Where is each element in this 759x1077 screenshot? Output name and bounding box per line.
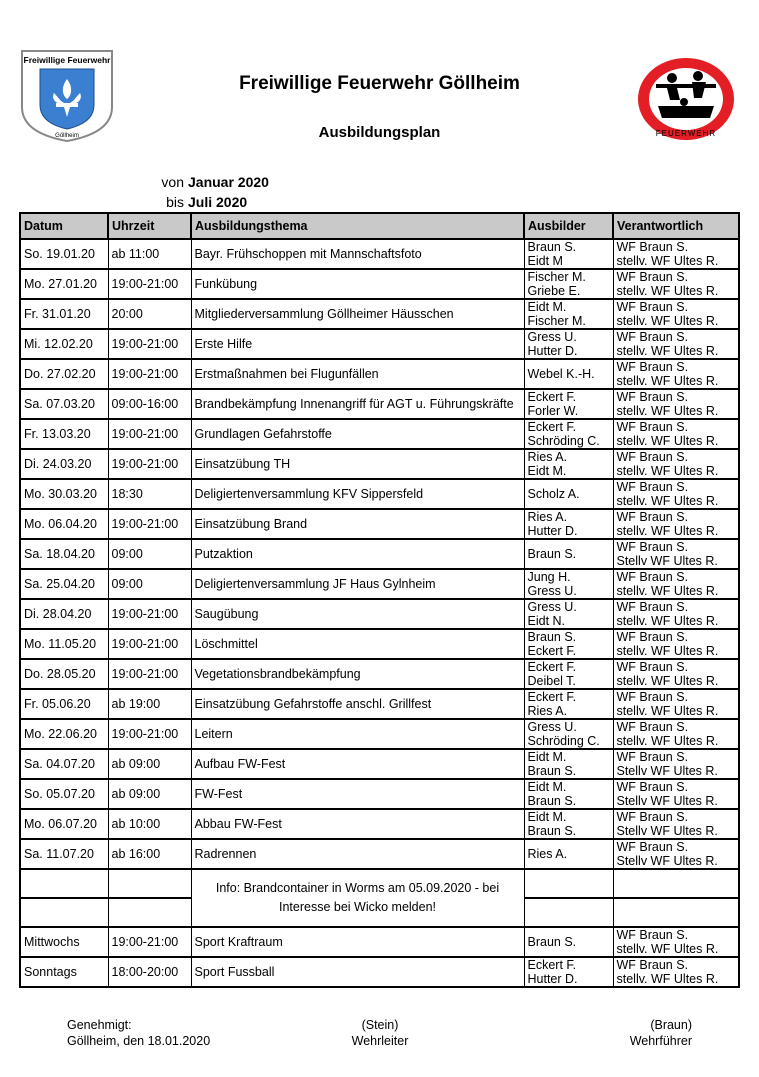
cell-thema: Abbau FW-Fest (191, 809, 524, 839)
cell-thema: Bayr. Frühschoppen mit Mannschaftsfoto (191, 239, 524, 269)
table-row (20, 599, 739, 629)
cell-verantwortlich-line: Stellv WF Ultes R. (616, 824, 718, 838)
cell-ausbilder-line: Eckert F. (527, 390, 577, 404)
period-to-label: bis (166, 194, 184, 210)
cell-datum: Mo. 06.07.20 (20, 809, 108, 839)
cell-ausbilder-line: Eckert F. (527, 660, 577, 674)
cell-ausbilder-line: Gress U. (527, 720, 577, 734)
cell-uhrzeit: 19:00-21:00 (108, 359, 191, 389)
cell-uhrzeit: 19:00-21:00 (108, 927, 191, 957)
cell-verantwortlich-line: stellv. WF Ultes R. (616, 374, 719, 388)
cell-datum: Mittwochs (20, 927, 108, 957)
cell-ausbilder-line: Eidt M. (527, 464, 567, 478)
cell-thema: Sport Fussball (191, 957, 524, 987)
cell-verantwortlich-line: WF Braun S. (616, 540, 689, 554)
header-verantwortlich: Verantwortlich (613, 213, 739, 239)
header-thema: Ausbildungsthema (191, 213, 524, 239)
cell-verantwortlich-line: stellv. WF Ultes R. (616, 434, 719, 448)
period-from (154, 174, 269, 190)
table-row (20, 927, 739, 957)
cell-datum: Sa. 25.04.20 (20, 569, 108, 599)
cell-uhrzeit: ab 11:00 (108, 239, 191, 269)
cell-datum: Fr. 31.01.20 (20, 299, 108, 329)
logo-right-text: FEUERWEHR (655, 129, 717, 138)
cell-ausbilder (524, 359, 613, 389)
cell-ausbilder-line: Ries A. (527, 450, 568, 464)
cell-datum: Fr. 05.06.20 (20, 689, 108, 719)
info-note-line: Interesse bei Wicko melden! (278, 900, 436, 914)
cell-ausbilder-line: Griebe E. (527, 284, 581, 298)
cell-ausbilder (524, 599, 613, 629)
cell-ausbilder (524, 299, 613, 329)
cell-verantwortlich-line: stellv. WF Ultes R. (616, 464, 719, 478)
cell-verantwortlich (613, 689, 739, 719)
cell-ausbilder-line: Gress U. (527, 330, 577, 344)
cell-verantwortlich (613, 389, 739, 419)
page-subtitle: Ausbildungsplan (318, 124, 441, 141)
cell-datum: Mo. 11.05.20 (20, 629, 108, 659)
cell-ausbilder (524, 719, 613, 749)
cell-empty (108, 869, 191, 898)
cell-thema: Löschmittel (191, 629, 524, 659)
cell-ausbilder-line: Hutter D. (527, 972, 578, 986)
table-row (20, 479, 739, 509)
logo-left-text-top: Freiwillige Feuerwehr (23, 55, 111, 65)
cell-ausbilder (524, 449, 613, 479)
header-ausbilder: Ausbilder (524, 213, 613, 239)
cell-ausbilder (524, 689, 613, 719)
table-row (20, 419, 739, 449)
cell-ausbilder-line: Braun S. (527, 630, 577, 644)
cell-verantwortlich-line: stellv. WF Ultes R. (616, 254, 719, 268)
cell-ausbilder-line: Forler W. (527, 404, 579, 418)
footer-wehrleiter (340, 1017, 420, 1049)
info-note-line: Info: Brandcontainer in Worms am 05.09.2020 - bei (215, 881, 500, 895)
cell-verantwortlich (613, 809, 739, 839)
cell-verantwortlich-line: stellv. WF Ultes R. (616, 614, 719, 628)
cell-uhrzeit: 19:00-21:00 (108, 329, 191, 359)
cell-uhrzeit: ab 09:00 (108, 749, 191, 779)
cell-verantwortlich-line: WF Braun S. (616, 840, 689, 854)
cell-datum: Mo. 06.04.20 (20, 509, 108, 539)
cell-thema: Putzaktion (191, 539, 524, 569)
cell-datum: Mo. 30.03.20 (20, 479, 108, 509)
cell-ausbilder (524, 957, 613, 987)
cell-thema: Mitgliederversammlung Göllheimer Häusschen (191, 299, 524, 329)
cell-ausbilder (524, 329, 613, 359)
cell-ausbilder-line: Webel K.-H. (527, 367, 595, 381)
footer-place-date: Göllheim, den 18.01.2020 (67, 1034, 211, 1048)
cell-verantwortlich-line: stellv. WF Ultes R. (616, 524, 719, 538)
cell-uhrzeit: ab 09:00 (108, 779, 191, 809)
cell-verantwortlich (613, 749, 739, 779)
cell-thema: Einsatzübung TH (191, 449, 524, 479)
cell-verantwortlich (613, 479, 739, 509)
cell-uhrzeit: 19:00-21:00 (108, 269, 191, 299)
cell-thema: Leitern (191, 719, 524, 749)
table-row (20, 659, 739, 689)
cell-ausbilder-line: Braun S. (527, 547, 577, 561)
cell-verantwortlich (613, 329, 739, 359)
table-row (20, 329, 739, 359)
table-row (20, 389, 739, 419)
cell-verantwortlich (613, 449, 739, 479)
period-to (154, 194, 247, 210)
cell-verantwortlich-line: stellv. WF Ultes R. (616, 704, 719, 718)
table-row (20, 449, 739, 479)
table-row (20, 629, 739, 659)
cell-uhrzeit: 18:00-20:00 (108, 957, 191, 987)
cell-ausbilder-line: Jung H. (527, 570, 571, 584)
cell-verantwortlich-line: Stellv WF Ultes R. (616, 794, 718, 808)
cell-verantwortlich (613, 927, 739, 957)
cell-datum: Sa. 07.03.20 (20, 389, 108, 419)
cell-uhrzeit: 09:00 (108, 539, 191, 569)
cell-empty (613, 898, 739, 927)
cell-ausbilder-line: Eckert F. (527, 644, 577, 658)
cell-verantwortlich-line: WF Braun S. (616, 600, 689, 614)
cell-verantwortlich-line: stellv. WF Ultes R. (616, 404, 719, 418)
cell-ausbilder-line: Fischer M. (527, 270, 586, 284)
cell-thema: Deligiertenversammlung JF Haus Gylnheim (191, 569, 524, 599)
footer-wehrfuehrer (612, 1017, 692, 1049)
cell-thema: Deligiertenversammlung KFV Sippersfeld (191, 479, 524, 509)
cell-datum: Sa. 11.07.20 (20, 839, 108, 869)
table-row (20, 269, 739, 299)
cell-ausbilder (524, 779, 613, 809)
cell-uhrzeit: ab 10:00 (108, 809, 191, 839)
cell-thema: Funkübung (191, 269, 524, 299)
cell-ausbilder-line: Braun S. (527, 824, 577, 838)
cell-ausbilder-line: Gress U. (527, 584, 577, 598)
footer-wehrfuehrer-name: (Braun) (650, 1018, 692, 1032)
footer-wehrfuehrer-role: Wehrführer (629, 1034, 692, 1048)
cell-verantwortlich-line: WF Braun S. (616, 958, 689, 972)
cell-ausbilder-line: Gress U. (527, 600, 577, 614)
cell-datum: Mo. 22.06.20 (20, 719, 108, 749)
cell-ausbilder-line: Eidt M. (527, 300, 567, 314)
cell-verantwortlich-line: Stellv WF Ultes R. (616, 854, 718, 868)
cell-ausbilder-line: Eckert F. (527, 958, 577, 972)
cell-ausbilder (524, 539, 613, 569)
cell-verantwortlich (613, 659, 739, 689)
cell-ausbilder-line: Deibel T. (527, 674, 576, 688)
cell-uhrzeit: 19:00-21:00 (108, 719, 191, 749)
cell-ausbilder-line: Braun S. (527, 240, 577, 254)
period-from-label: von (161, 174, 184, 190)
cell-ausbilder-line: Schröding C. (527, 434, 600, 448)
cell-thema: Erste Hilfe (191, 329, 524, 359)
cell-uhrzeit: 19:00-21:00 (108, 659, 191, 689)
cell-thema: Brandbekämpfung Innenangriff für AGT u. Führungskräfte (191, 389, 524, 419)
cell-verantwortlich (613, 599, 739, 629)
cell-ausbilder (524, 389, 613, 419)
table-row (20, 539, 739, 569)
cell-verantwortlich (613, 509, 739, 539)
cell-empty (20, 869, 108, 898)
cell-verantwortlich (613, 957, 739, 987)
footer-wehrleiter-name: (Stein) (361, 1018, 399, 1032)
period-from-value: Januar 2020 (188, 174, 269, 190)
table-row (20, 839, 739, 869)
table-row (20, 569, 739, 599)
cell-ausbilder-line: Eidt M. (527, 780, 567, 794)
period-to-value: Juli 2020 (188, 194, 248, 210)
table-row (20, 719, 739, 749)
cell-ausbilder (524, 927, 613, 957)
cell-ausbilder-line: Ries A. (527, 510, 568, 524)
cell-thema: FW-Fest (191, 779, 524, 809)
table-row (20, 359, 739, 389)
cell-datum: Do. 27.02.20 (20, 359, 108, 389)
cell-ausbilder-line: Eidt M. (527, 810, 567, 824)
table-row (20, 299, 739, 329)
cell-verantwortlich-line: WF Braun S. (616, 750, 689, 764)
cell-ausbilder-line: Eidt M (527, 254, 563, 268)
cell-verantwortlich-line: WF Braun S. (616, 660, 689, 674)
cell-verantwortlich-line: stellv. WF Ultes R. (616, 584, 719, 598)
cell-datum: Mo. 27.01.20 (20, 269, 108, 299)
cell-verantwortlich-line: WF Braun S. (616, 570, 689, 584)
footer-approved-label: Genehmigt: (67, 1018, 132, 1032)
cell-ausbilder (524, 509, 613, 539)
cell-uhrzeit: ab 16:00 (108, 839, 191, 869)
cell-uhrzeit: 19:00-21:00 (108, 629, 191, 659)
cell-ausbilder-line: Hutter D. (527, 344, 578, 358)
cell-thema: Vegetationsbrandbekämpfung (191, 659, 524, 689)
cell-empty (524, 869, 613, 898)
cell-ausbilder-line: Eidt M. (527, 750, 567, 764)
cell-ausbilder (524, 479, 613, 509)
cell-verantwortlich-line: stellv. WF Ultes R. (616, 344, 719, 358)
cell-verantwortlich (613, 419, 739, 449)
cell-ausbilder-line: Eckert F. (527, 420, 577, 434)
cell-uhrzeit: 19:00-21:00 (108, 509, 191, 539)
cell-verantwortlich-line: Stellv WF Ultes R. (616, 764, 718, 778)
cell-verantwortlich (613, 629, 739, 659)
cell-uhrzeit: 09:00-16:00 (108, 389, 191, 419)
cell-datum: Di. 28.04.20 (20, 599, 108, 629)
cell-ausbilder-line: Fischer M. (527, 314, 586, 328)
cell-verantwortlich-line: WF Braun S. (616, 300, 689, 314)
cell-datum: Di. 24.03.20 (20, 449, 108, 479)
cell-verantwortlich-line: WF Braun S. (616, 630, 689, 644)
cell-ausbilder-line: Braun S. (527, 935, 577, 949)
cell-ausbilder-line: Schröding C. (527, 734, 600, 748)
cell-ausbilder (524, 419, 613, 449)
cell-verantwortlich-line: stellv. WF Ultes R. (616, 494, 719, 508)
table-row (20, 749, 739, 779)
cell-ausbilder (524, 269, 613, 299)
cell-ausbilder-line: Scholz A. (527, 487, 580, 501)
info-note (191, 869, 524, 927)
cell-empty (613, 869, 739, 898)
cell-verantwortlich (613, 269, 739, 299)
cell-thema: Radrennen (191, 839, 524, 869)
cell-verantwortlich-line: stellv. WF Ultes R. (616, 314, 719, 328)
cell-ausbilder-line: Ries A. (527, 704, 568, 718)
table-row (20, 509, 739, 539)
cell-verantwortlich (613, 539, 739, 569)
cell-verantwortlich-line: WF Braun S. (616, 720, 689, 734)
cell-ausbilder (524, 629, 613, 659)
cell-verantwortlich-line: WF Braun S. (616, 420, 689, 434)
cell-thema: Sport Kraftraum (191, 927, 524, 957)
cell-ausbilder-line: Hutter D. (527, 524, 578, 538)
cell-verantwortlich-line: WF Braun S. (616, 690, 689, 704)
cell-empty (20, 898, 108, 927)
cell-ausbilder (524, 839, 613, 869)
table-row (20, 809, 739, 839)
table-row (20, 689, 739, 719)
cell-ausbilder (524, 659, 613, 689)
training-schedule-table (19, 212, 740, 988)
cell-verantwortlich-line: stellv. WF Ultes R. (616, 284, 719, 298)
cell-verantwortlich (613, 779, 739, 809)
cell-verantwortlich-line: WF Braun S. (616, 270, 689, 284)
cell-verantwortlich-line: WF Braun S. (616, 810, 689, 824)
cell-datum: Sa. 18.04.20 (20, 539, 108, 569)
table-header-row (20, 213, 739, 239)
cell-verantwortlich-line: stellv. WF Ultes R. (616, 674, 719, 688)
cell-verantwortlich-line: WF Braun S. (616, 510, 689, 524)
cell-verantwortlich (613, 569, 739, 599)
cell-verantwortlich-line: stellv. WF Ultes R. (616, 734, 719, 748)
cell-datum: So. 05.07.20 (20, 779, 108, 809)
cell-thema: Einsatzübung Gefahrstoffe anschl. Grillfest (191, 689, 524, 719)
cell-ausbilder-line: Ries A. (527, 847, 568, 861)
logo-left-text-bottom: Göllheim (55, 133, 79, 139)
cell-uhrzeit: 09:00 (108, 569, 191, 599)
cell-uhrzeit: 19:00-21:00 (108, 599, 191, 629)
table-row (20, 957, 739, 987)
cell-uhrzeit: 20:00 (108, 299, 191, 329)
cell-datum: Sa. 04.07.20 (20, 749, 108, 779)
cell-ausbilder-line: Eckert F. (527, 690, 577, 704)
cell-verantwortlich (613, 839, 739, 869)
cell-verantwortlich (613, 299, 739, 329)
cell-verantwortlich-line: WF Braun S. (616, 780, 689, 794)
cell-verantwortlich (613, 719, 739, 749)
cell-verantwortlich-line: WF Braun S. (616, 390, 689, 404)
cell-verantwortlich-line: WF Braun S. (616, 360, 689, 374)
cell-verantwortlich-line: stellv. WF Ultes R. (616, 644, 719, 658)
cell-thema: Einsatzübung Brand (191, 509, 524, 539)
table-row (20, 779, 739, 809)
cell-verantwortlich-line: WF Braun S. (616, 450, 689, 464)
cell-thema: Saugübung (191, 599, 524, 629)
cell-empty (524, 898, 613, 927)
cell-uhrzeit: ab 19:00 (108, 689, 191, 719)
cell-thema: Grundlagen Gefahrstoffe (191, 419, 524, 449)
cell-ausbilder-line: Braun S. (527, 794, 577, 808)
cell-uhrzeit: 18:30 (108, 479, 191, 509)
cell-datum: Do. 28.05.20 (20, 659, 108, 689)
page-title: Freiwillige Feuerwehr Göllheim (239, 73, 520, 94)
table-row-info (20, 869, 739, 898)
cell-verantwortlich-line: WF Braun S. (616, 330, 689, 344)
cell-ausbilder (524, 749, 613, 779)
footer-approval (67, 1017, 210, 1049)
cell-verantwortlich-line: stellv. WF Ultes R. (616, 972, 719, 986)
cell-datum: So. 19.01.20 (20, 239, 108, 269)
cell-ausbilder-line: Eidt N. (527, 614, 566, 628)
cell-datum: Fr. 13.03.20 (20, 419, 108, 449)
cell-verantwortlich-line: WF Braun S. (616, 928, 689, 942)
cell-ausbilder (524, 239, 613, 269)
cell-thema: Aufbau FW-Fest (191, 749, 524, 779)
cell-uhrzeit: 19:00-21:00 (108, 419, 191, 449)
cell-ausbilder (524, 809, 613, 839)
cell-datum: Sonntags (20, 957, 108, 987)
cell-verantwortlich-line: WF Braun S. (616, 480, 689, 494)
cell-uhrzeit: 19:00-21:00 (108, 449, 191, 479)
feuerwehr-emblem-logo (636, 56, 736, 142)
cell-thema: Erstmaßnahmen bei Flugunfällen (191, 359, 524, 389)
table-row (20, 239, 739, 269)
cell-verantwortlich-line: WF Braun S. (616, 240, 689, 254)
header-datum: Datum (20, 213, 108, 239)
cell-verantwortlich-line: Stellv WF Ultes R. (616, 554, 718, 568)
cell-verantwortlich (613, 359, 739, 389)
cell-empty (108, 898, 191, 927)
cell-ausbilder (524, 569, 613, 599)
header-uhrzeit: Uhrzeit (108, 213, 191, 239)
cell-verantwortlich-line: stellv. WF Ultes R. (616, 942, 719, 956)
cell-ausbilder-line: Braun S. (527, 764, 577, 778)
footer-wehrleiter-role: Wehrleiter (351, 1034, 409, 1048)
cell-verantwortlich (613, 239, 739, 269)
cell-datum: Mi. 12.02.20 (20, 329, 108, 359)
